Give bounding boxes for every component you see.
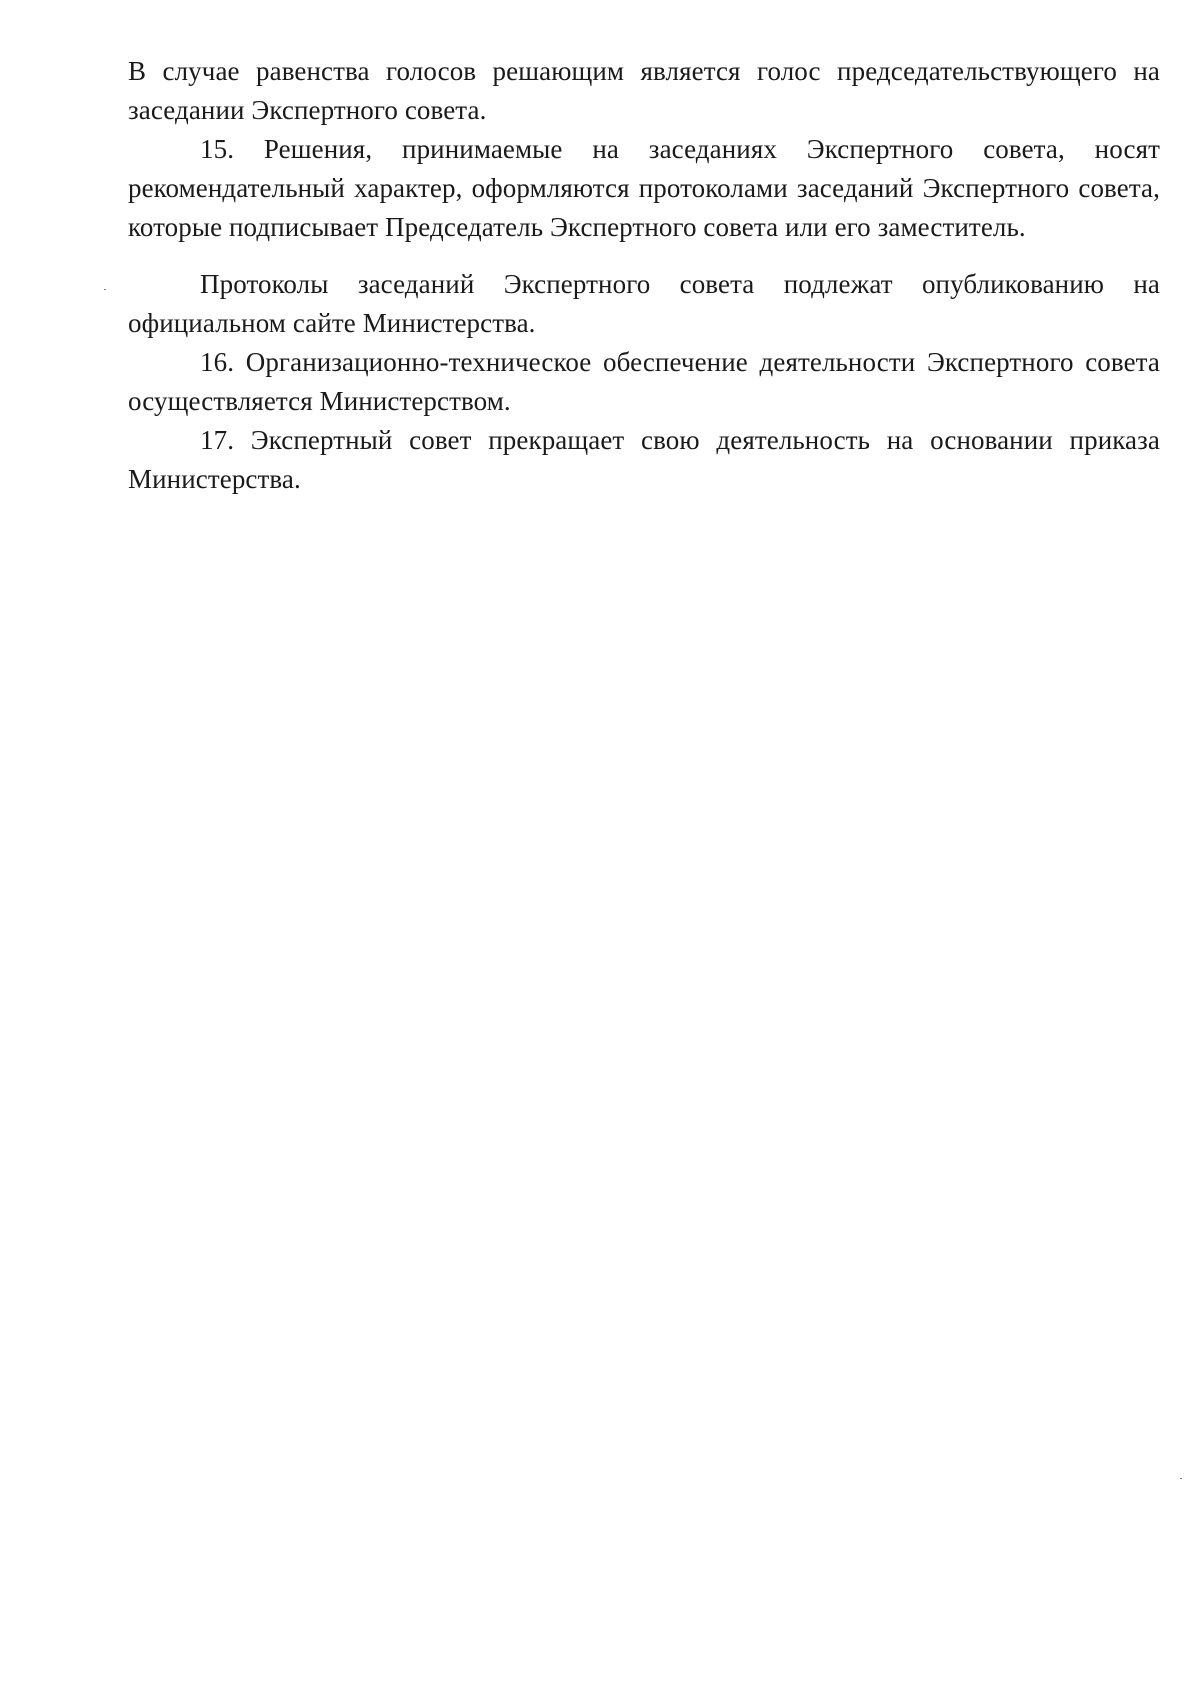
scan-speck: [104, 289, 106, 290]
scan-speck: [1180, 1478, 1182, 1479]
paragraph-17-termination: 17. Экспертный совет прекращает свою деятельность на основании приказа Министерства.: [128, 425, 1160, 494]
paragraph-15-decisions: 15. Решения, принимаемые на заседаниях Экспертного совета, носят рекомендательный характер, оформляются протоколами заседаний Экспертного совета, которые подписывает Председатель Экспертного совета или его заместитель.: [128, 134, 1160, 242]
paragraph-protocols-publication: Протоколы заседаний Экспертного совета подлежат опубликованию на официальном сайте Министерства.: [128, 269, 1160, 338]
paragraph-16-support: 16. Организационно-техническое обеспечение деятельности Экспертного совета осуществляется Министерством.: [128, 347, 1160, 416]
paragraph-vote-tie: В случае равенства голосов решающим является голос председательствующего на заседании Экспертного совета.: [128, 56, 1160, 125]
document-body: [128, 52, 1160, 499]
